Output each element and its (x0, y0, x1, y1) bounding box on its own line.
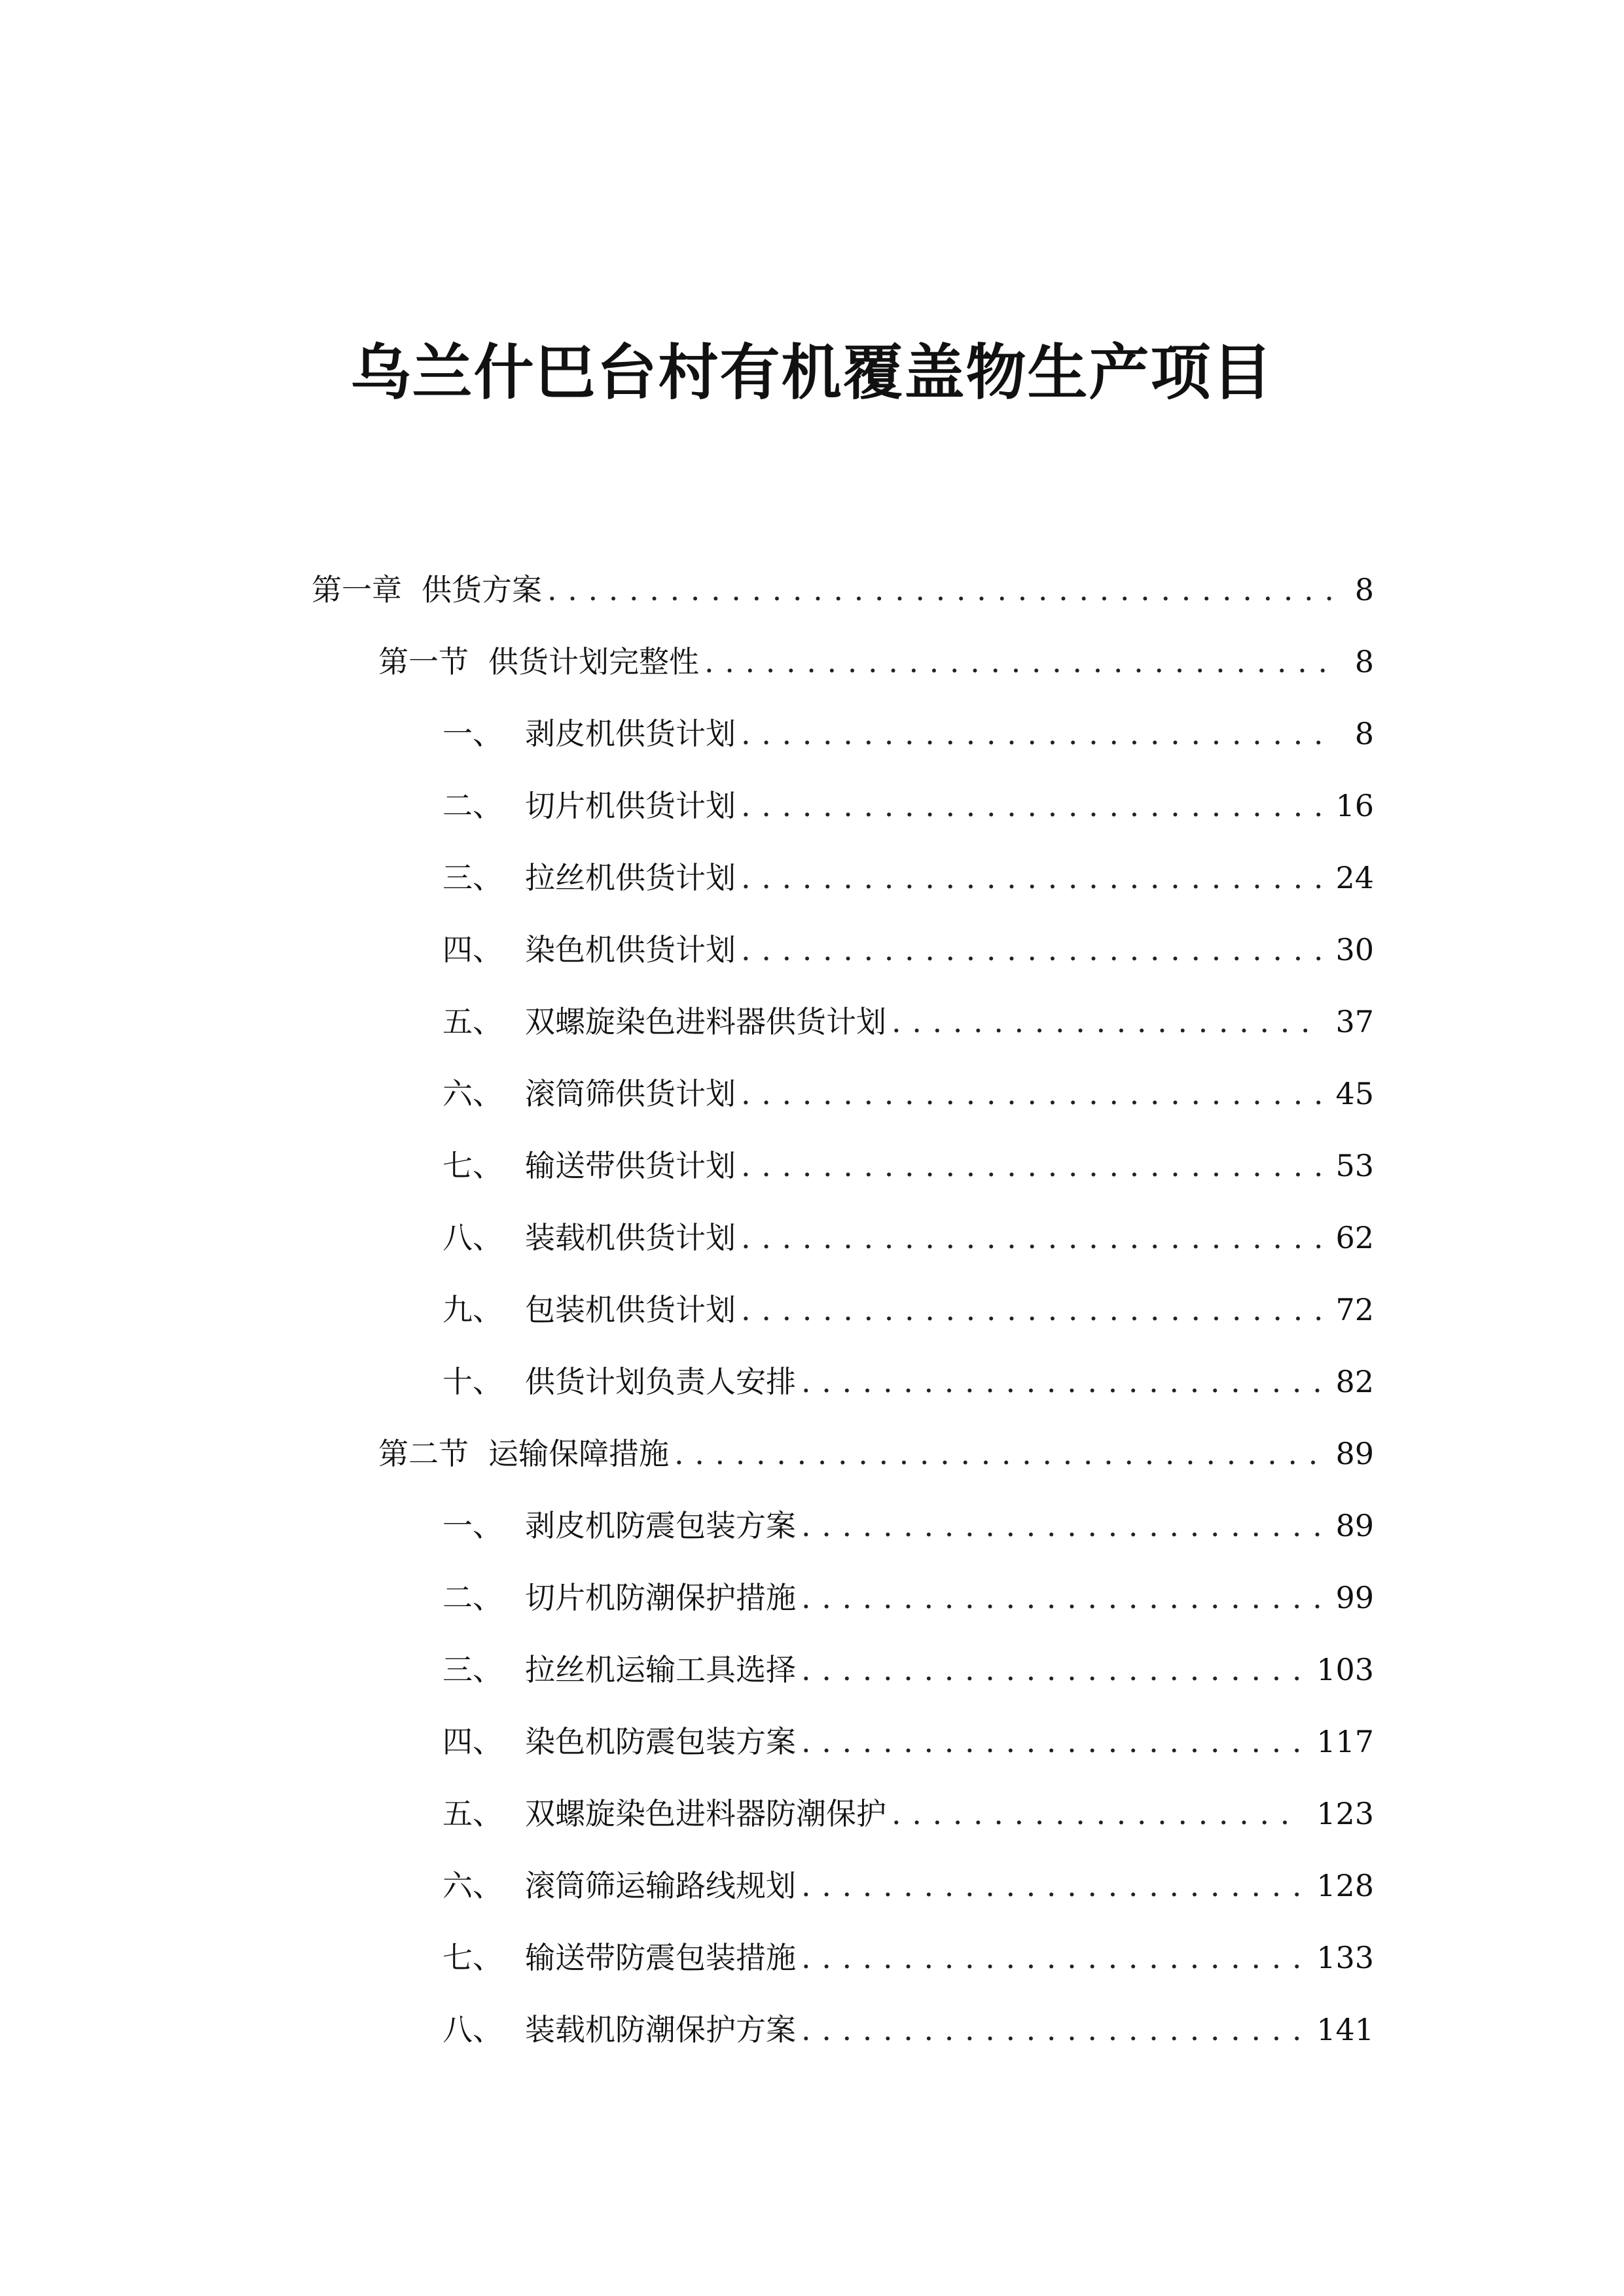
toc-entry-page: 117 (1316, 1724, 1374, 1759)
toc-entry-item[interactable] (0, 1130, 1624, 1202)
toc-entry-number: 四、 (442, 1724, 503, 1759)
toc-entry-number: 二、 (442, 788, 503, 823)
toc-entry-page: 62 (1335, 1220, 1374, 1255)
toc-leader-dots (801, 1850, 1302, 1922)
toc-leader-dots (801, 1562, 1321, 1634)
toc-leader-dots (892, 986, 1321, 1058)
toc-entry-number: 第一章 (312, 572, 402, 607)
toc-entry-page: 141 (1316, 2012, 1374, 2047)
toc-entry-item[interactable] (0, 770, 1624, 842)
toc-entry-page: 89 (1335, 1508, 1374, 1543)
toc-entry-number: 七、 (442, 1148, 503, 1183)
toc-leader-dots (741, 1274, 1321, 1346)
toc-entry-page: 30 (1335, 932, 1374, 967)
toc-entry-item[interactable] (0, 1922, 1624, 1994)
toc-leader-dots (741, 770, 1321, 842)
toc-entry-page: 82 (1335, 1364, 1374, 1399)
toc-entry-item[interactable] (0, 1562, 1624, 1634)
toc-leader-dots (801, 1922, 1302, 1994)
toc-entry-label: 切片机防潮保护措施 (525, 1580, 796, 1615)
toc-entry-number: 十、 (442, 1364, 503, 1399)
toc-entry-label: 滚筒筛供货计划 (525, 1076, 736, 1111)
toc-leader-dots (674, 1418, 1321, 1490)
toc-leader-dots (801, 1346, 1321, 1418)
toc-entry-page: 103 (1316, 1652, 1374, 1687)
toc-leader-dots (801, 1706, 1302, 1778)
toc-leader-dots (741, 1202, 1321, 1274)
toc-entry-label: 剥皮机防震包装方案 (525, 1508, 796, 1543)
toc-entry-number: 一、 (442, 1508, 503, 1543)
toc-entry-label: 切片机供货计划 (525, 788, 736, 823)
toc-entry-label: 包装机供货计划 (525, 1292, 736, 1327)
toc-entry-number: 第二节 (378, 1436, 469, 1471)
toc-entry-number: 三、 (442, 860, 503, 895)
toc-entry-item[interactable] (0, 1778, 1624, 1850)
toc-leader-dots (741, 1130, 1321, 1202)
toc-entry-chapter[interactable] (0, 554, 1624, 626)
toc-entry-item[interactable] (0, 1634, 1624, 1706)
toc-entry-label: 装载机防潮保护方案 (525, 2012, 796, 2047)
toc-leader-dots (801, 1994, 1302, 2066)
toc-entry-page: 8 (1354, 716, 1374, 751)
toc-entry-page: 37 (1335, 1004, 1374, 1039)
toc-entry-number: 六、 (442, 1076, 503, 1111)
toc-entry-label: 装载机供货计划 (525, 1220, 736, 1255)
toc-entry-label: 剥皮机供货计划 (525, 716, 736, 751)
toc-entry-page: 8 (1354, 572, 1374, 607)
toc-entry-label: 双螺旋染色进料器供货计划 (525, 1004, 886, 1039)
toc-entry-item[interactable] (0, 698, 1624, 770)
toc-entry-number: 五、 (442, 1004, 503, 1039)
toc-entry-section[interactable] (0, 1418, 1624, 1490)
toc-entry-page: 16 (1335, 788, 1374, 823)
toc-leader-dots (741, 842, 1321, 914)
toc-entry-item[interactable] (0, 842, 1624, 914)
toc-entry-page: 89 (1335, 1436, 1374, 1471)
toc-entry-item[interactable] (0, 1490, 1624, 1562)
toc-entry-number: 第一节 (378, 644, 469, 679)
toc-entry-number: 八、 (442, 1220, 503, 1255)
toc-entry-item[interactable] (0, 986, 1624, 1058)
toc-entry-item[interactable] (0, 1346, 1624, 1418)
toc-entry-number: 三、 (442, 1652, 503, 1687)
table-of-contents (0, 554, 1624, 2066)
toc-leader-dots (801, 1490, 1321, 1562)
toc-leader-dots (892, 1778, 1302, 1850)
toc-entry-label: 双螺旋染色进料器防潮保护 (525, 1796, 886, 1831)
toc-entry-label: 运输保障措施 (488, 1436, 669, 1471)
toc-entry-label: 输送带防震包装措施 (525, 1940, 796, 1975)
toc-entry-item[interactable] (0, 1274, 1624, 1346)
toc-entry-page: 24 (1335, 860, 1374, 895)
toc-entry-page: 53 (1335, 1148, 1374, 1183)
toc-entry-label: 输送带供货计划 (525, 1148, 736, 1183)
toc-entry-item[interactable] (0, 1994, 1624, 2066)
toc-entry-page: 128 (1316, 1868, 1374, 1903)
toc-entry-number: 七、 (442, 1940, 503, 1975)
toc-entry-section[interactable] (0, 626, 1624, 698)
toc-entry-item[interactable] (0, 1058, 1624, 1130)
toc-entry-number: 五、 (442, 1796, 503, 1831)
toc-entry-label: 染色机防震包装方案 (525, 1724, 796, 1759)
toc-leader-dots (741, 698, 1333, 770)
toc-entry-number: 六、 (442, 1868, 503, 1903)
toc-entry-page: 99 (1335, 1580, 1374, 1615)
toc-entry-page: 123 (1316, 1796, 1374, 1831)
toc-entry-label: 滚筒筛运输路线规划 (525, 1868, 796, 1903)
toc-entry-number: 四、 (442, 932, 503, 967)
toc-entry-label: 供货方案 (422, 572, 542, 607)
toc-leader-dots (547, 554, 1333, 626)
toc-entry-number: 九、 (442, 1292, 503, 1327)
toc-entry-label: 供货计划负责人安排 (525, 1364, 796, 1399)
toc-entry-label: 拉丝机供货计划 (525, 860, 736, 895)
toc-entry-item[interactable] (0, 1850, 1624, 1922)
toc-entry-page: 8 (1354, 644, 1374, 679)
toc-leader-dots (741, 914, 1321, 986)
toc-entry-item[interactable] (0, 914, 1624, 986)
toc-entry-item[interactable] (0, 1706, 1624, 1778)
document-title: 乌兰什巴台村有机覆盖物生产项目 (350, 338, 1274, 408)
toc-entry-label: 染色机供货计划 (525, 932, 736, 967)
toc-entry-label: 供货计划完整性 (488, 644, 699, 679)
toc-leader-dots (801, 1634, 1302, 1706)
toc-entry-page: 45 (1335, 1076, 1374, 1111)
toc-leader-dots (704, 626, 1333, 698)
toc-entry-number: 八、 (442, 2012, 503, 2047)
toc-entry-number: 二、 (442, 1580, 503, 1615)
toc-leader-dots (741, 1058, 1321, 1130)
toc-entry-page: 72 (1335, 1292, 1374, 1327)
toc-entry-number: 一、 (442, 716, 503, 751)
toc-entry-page: 133 (1316, 1940, 1374, 1975)
toc-entry-item[interactable] (0, 1202, 1624, 1274)
toc-entry-label: 拉丝机运输工具选择 (525, 1652, 796, 1687)
